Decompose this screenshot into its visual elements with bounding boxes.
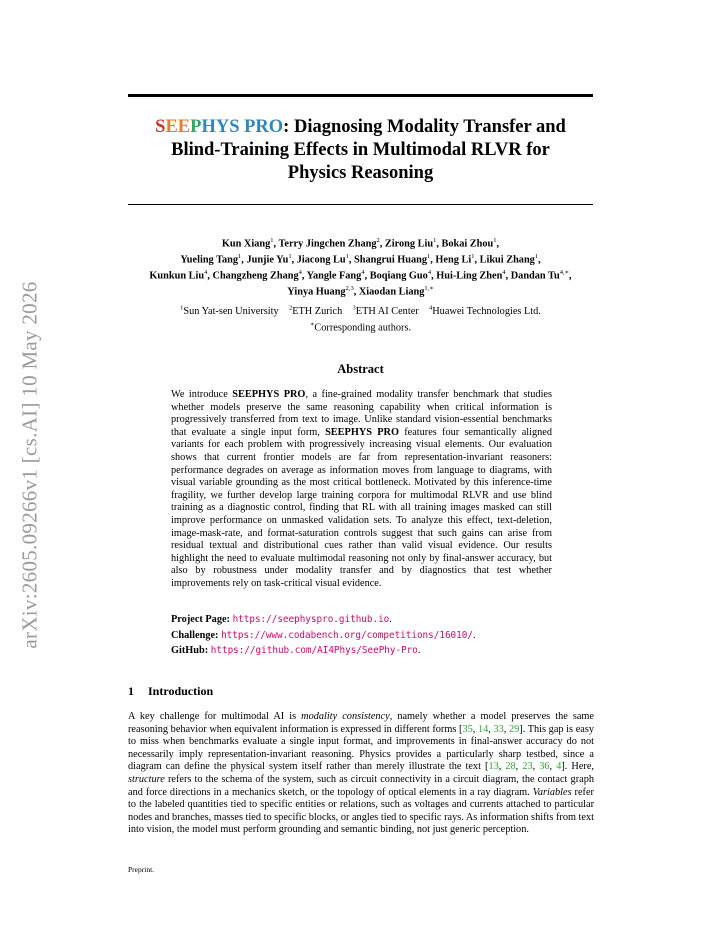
citation-link[interactable]: 29 (508, 723, 520, 735)
abstract-heading: Abstract (337, 362, 384, 376)
affiliation-name: Sun Yat-sen University (183, 306, 279, 318)
author-affiliation-mark: 1 (288, 253, 292, 261)
project-page-label: Project Page: (171, 614, 230, 625)
author-affiliation-mark: 1 (345, 253, 349, 261)
intro-text: , namely whether a model preserves the same reasoning behavior when equivalent information is expressed in different forms [ (128, 711, 594, 735)
citation-link[interactable]: 36 (539, 761, 550, 773)
arxiv-stamp-text: arXiv:2605.09266v1 [cs.AI] 10 May 2026 (17, 281, 42, 649)
intro-text: ]. This gap is easy to miss when benchmarks evaluate a single input format, and improvements in final-answer accuracy do not necessarily imply representation-invariant reasoning. Physics provides a particularly sharp testbed, since a diagram can define the physical system itself rather than merely illustrate the text [ (128, 723, 594, 773)
affiliation-number: 4 (429, 305, 433, 312)
author-name: Yueling Tang (180, 254, 239, 266)
author-affiliation-mark: 4 (298, 269, 302, 277)
author-name: Hui-Ling Zhen (436, 270, 503, 282)
corresponding-mark: ∗ (309, 321, 315, 329)
author-name: Heng Li (435, 254, 472, 266)
abstract-text-3: features four semantically aligned variants for each problem with progressively increasing visual elements. Our evaluation shows that current frontier models are far from representation-invariant reasoners: performance degrades on average as information moves from language to diagrams, with visual variable grounding as the most critical bottleneck. Motivated by this inference-time fragility, we further develop large training corpora for multimodal RLVR and use blind training as a diagnostic control, finding that RL with all training images masked can still improve performance on unmasked validation sets. To analyze this effect, text-deletion, image-mask-rate, and format-saturation controls suggest that such gains can arise from residual textual and distributional cues rather than valid visual evidence. Our results highlight the need to evaluate multimodal reasoning not only by final-answer accuracy, but also by robustness under modality transfer and by diagnostics that test whether improvements rely on task-critical visual evidence. (171, 426, 553, 589)
project-page-row: Project Page: https://seephyspro.github.io. (171, 614, 392, 625)
affiliation-name: ETH Zurich (292, 306, 343, 318)
author-affiliation-mark: 1 (427, 253, 431, 261)
citation-link[interactable]: 28 (505, 761, 516, 773)
author-name: Kun Xiang (221, 238, 271, 250)
intro-text: A key challenge for multimodal AI is (128, 711, 302, 722)
author-affiliation-mark: 2,3 (345, 285, 354, 293)
author-name: Junjie Yu (246, 254, 289, 266)
resource-links (171, 612, 571, 659)
intro-emphasis: Variables (532, 786, 572, 798)
affiliations (128, 302, 593, 335)
citation-link[interactable]: 14 (477, 723, 489, 735)
affiliation-name: ETH AI Center (355, 306, 419, 318)
author-name: Shangrui Huang (354, 254, 428, 266)
author-affiliation-mark: 4 (427, 269, 432, 277)
author-affiliation-mark: 1 (493, 237, 497, 244)
github-label: GitHub: (171, 645, 209, 656)
author-affiliation-mark: 1 (270, 237, 274, 244)
project-page-link[interactable]: https://seephyspro.github.io (232, 614, 390, 625)
author-name: Yangle Fang (306, 270, 362, 282)
citation-group: 13, 28, 23, 36, 4 (488, 761, 562, 773)
citation-link[interactable]: 13 (488, 761, 499, 773)
arxiv-stamp (10, 245, 50, 685)
github-row: GitHub: https://github.com/AI4Phys/SeePhy-Pro. (171, 645, 421, 656)
benchmark-name: SEEPHYS PRO (325, 426, 399, 438)
citation-link[interactable]: 35 (462, 723, 473, 735)
github-link[interactable]: https://github.com/AI4Phys/SeePhy-Pro (210, 645, 418, 656)
title-letter-p: P (190, 117, 202, 137)
title-letters-hys: HYS (201, 117, 240, 137)
affiliation-name: Huawei Technologies Ltd. (432, 306, 541, 318)
author-affiliation-mark: 1 (471, 253, 475, 261)
author-name: Yinya Huang (287, 286, 346, 298)
author-name: Kunkun Liu (149, 270, 205, 282)
section-number: 1 (128, 684, 134, 698)
challenge-link[interactable]: https://www.codabench.org/competitions/16010/ (221, 629, 473, 641)
author-name: Likui Zhang (479, 254, 535, 266)
author-affiliation-mark: 4 (361, 269, 365, 277)
author-affiliation-mark: 4,∗ (559, 269, 569, 277)
author-affiliation-mark: 1,∗ (424, 285, 434, 293)
author-list: Kun Xiang$^1$, Terry Jingchen Zhang$^2$, Zirong Liu$^1$, Bokai Zhou$^1$, Yueling Tang$^1$, Junjie Yu$^1$, Jiacong Lu$^1$, Shangrui Huang$^1$, Heng Li$^1$, Likui Zhang$^1$, Kunkun Liu$^4$, Changzheng Zhang$^4$, Yangle Fang$^4$, Boqiang Guo$^4$, Hui-Ling Zhen$^4$, Dandan $Tu^{4,∗}$, Yinya Huang$^{2,3}$, Xiaodan Liang$^{1,∗}$ (149, 237, 572, 298)
intro-text: ]. Here, (561, 761, 594, 773)
corresponding-note: Corresponding authors. (314, 322, 412, 334)
author-name: Xiaodan Liang (358, 286, 425, 298)
author-name: Zirong Liu (384, 238, 434, 250)
title-line3: Physics Reasoning (287, 163, 434, 183)
author-affiliation-mark: 4 (204, 269, 208, 277)
intro-text: refer to the labeled quantities tied to specific entities or relations, such as voltages and currents attached to particular nodes and branches, masses tied to specific blocks, or angles tied to specific rays. As information shifts from text into vision, the model must perform grounding and semantic binding, not just generic perception. (128, 786, 594, 836)
section-heading-introduction (128, 684, 213, 699)
citation-link[interactable]: 33 (493, 723, 504, 735)
author-name: Boqiang Guo (369, 270, 428, 282)
author-name: Terry Jingchen Zhang (278, 238, 377, 250)
title-letter-s: S (155, 117, 166, 137)
affiliation-number: 1 (180, 305, 184, 312)
author-affiliation-mark: 4 (502, 269, 506, 277)
citation-link[interactable]: 23 (522, 761, 533, 773)
citation-group: 35, 14, 33, 29 (462, 723, 520, 735)
benchmark-name: SEEPHYS PRO (232, 389, 306, 400)
author-name: Bokai Zhou (441, 238, 494, 250)
title-line2: Blind-Training Effects in Multimodal RLVR for (171, 140, 550, 160)
author-name: Changzheng Zhang (212, 270, 299, 282)
affiliation-number: 2 (288, 305, 293, 312)
intro-emphasis: structure (128, 773, 165, 785)
affiliation-line (180, 306, 541, 317)
abstract-body (171, 389, 552, 591)
paper-title (128, 116, 593, 185)
intro-emphasis: modality consistency (301, 711, 390, 722)
title-rule-top (128, 94, 593, 97)
abstract-text-1: We introduce (171, 389, 233, 400)
author-affiliation-mark: 1 (534, 253, 539, 261)
abstract-text-2: , a fine-grained modality transfer benchmark that studies whether models preserve the same reasoning capability when critical information is progressively transferred from text to image. Unlike standard vision-essential benchmarks that evaluate a single input form, (171, 389, 553, 438)
challenge-label: Challenge: (171, 629, 219, 641)
challenge-row: Challenge: https://www.codabench.org/competitions/16010/. (171, 629, 476, 641)
citation-link[interactable]: 4 (556, 761, 562, 773)
introduction-paragraph (128, 711, 594, 837)
title-rule-bottom (128, 204, 593, 205)
affiliation-number: 3 (352, 305, 356, 312)
title-line1-rest: : Diagnosing Modality Transfer and (283, 117, 566, 137)
author-affiliation-mark: 1 (238, 253, 242, 261)
author-affiliation-mark: 1 (433, 237, 437, 244)
title-letters-ee: EE (165, 117, 191, 137)
footer-preprint: Preprint. (128, 865, 155, 874)
section-title: Introduction (148, 684, 214, 698)
author-name: Dandan Tu (510, 270, 560, 282)
title-word-pro: PRO (244, 117, 284, 137)
author-affiliation-mark: 2 (376, 237, 380, 244)
author-name: Jiacong Lu (296, 254, 346, 266)
intro-text: refers to the schema of the system, such as circuit connectivity in a circuit diagram, the contact graph and force directions in a mechanics sketch, or the topology of optical elements in a ray diagram. (128, 773, 594, 798)
